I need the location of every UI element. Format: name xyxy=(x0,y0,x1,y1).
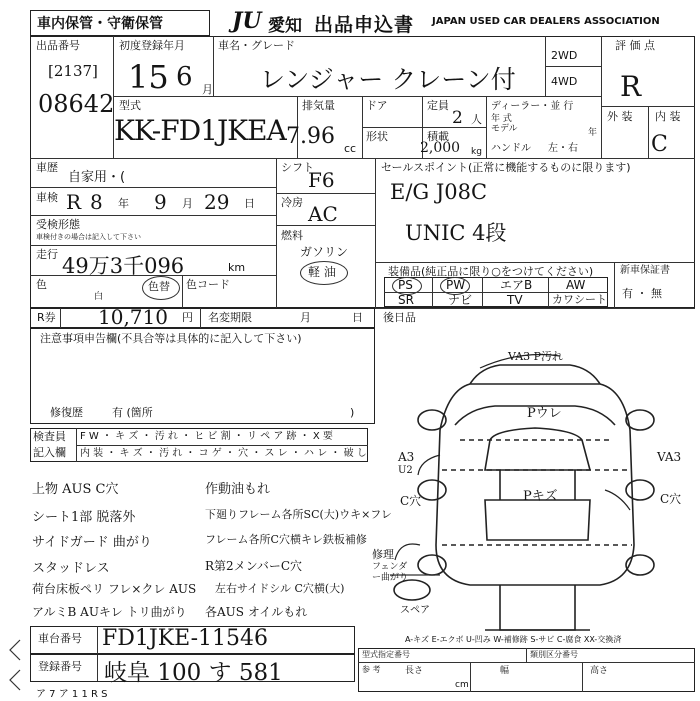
capacity-label: 定員 xyxy=(427,99,449,112)
fuel-label: 燃料 xyxy=(281,229,303,242)
capacity-value: 2 xyxy=(452,108,463,128)
first-reg-month: 6 xyxy=(176,62,193,92)
equipment-label: 装備品(純正品に限り○をつけてください) xyxy=(388,265,594,278)
mileage-unit: km xyxy=(228,261,246,274)
after-items-label: 後日品 xyxy=(383,311,416,324)
interior-label: 内 装 xyxy=(655,110,681,123)
dims-width: 幅 xyxy=(500,666,510,676)
name-change-day: 日 xyxy=(352,311,363,324)
rating-value: R xyxy=(620,70,642,103)
load-label: 積載 xyxy=(427,130,449,143)
handle-label: ハンドル xyxy=(491,143,531,154)
selling-line2: UNIC 4段 xyxy=(405,221,507,245)
inspection-day-unit: 日 xyxy=(244,197,255,210)
shift-value: F6 xyxy=(308,168,335,192)
lot-label: 出品番号 xyxy=(36,39,80,52)
class-number-label: 類別区分番号 xyxy=(530,650,578,659)
name-change-label: 名変期限 xyxy=(208,311,252,324)
first-reg-year: 15 xyxy=(128,58,169,96)
diag-note-7: VA3 xyxy=(657,450,682,464)
history-value: 自家用・( xyxy=(68,170,126,185)
history-label: 車歴 xyxy=(36,161,58,174)
diag-note-10: スペア xyxy=(400,605,430,616)
diag-note-4: U2 xyxy=(398,465,413,476)
note-2: サイドガード 曲がり xyxy=(32,535,152,550)
mileage-value: 49万3千096 xyxy=(62,254,185,278)
inspector-label-1: 検査員 xyxy=(33,430,66,443)
ju-logo: JU xyxy=(232,8,262,34)
repair-close: ) xyxy=(350,406,355,419)
storage-label: 車内保管・守衛保管 xyxy=(37,16,163,32)
note-3: スタッドレス xyxy=(32,561,110,576)
inspection-era: R xyxy=(66,190,82,214)
recycle-label: R券 xyxy=(37,311,56,324)
handle-options: 左・右 xyxy=(548,143,578,154)
drive-4wd: 4WD xyxy=(551,75,578,88)
diag-note-6: C穴 xyxy=(660,492,682,506)
inspection-form-sub: 車検付きの場合は記入して下さい xyxy=(36,233,141,241)
rating-label: 評 価 点 xyxy=(615,39,655,52)
name-label: 車名・グレード xyxy=(218,39,295,52)
color-code-label: 色コード xyxy=(186,278,230,291)
name-change-month: 月 xyxy=(300,311,311,324)
recycle-unit: 円 xyxy=(182,311,193,324)
lot-number: 08642 xyxy=(38,90,115,118)
notes-label: 注意事項申告欄(不具合等は具体的に記入して下さい) xyxy=(40,332,302,345)
doors-label: ドア xyxy=(366,99,388,112)
recycle-value: 10,710 xyxy=(98,305,168,329)
color-circle-text: 色替 xyxy=(148,280,170,293)
model-label: 型式 xyxy=(119,99,141,112)
model-value: KK-FD1JKEA xyxy=(114,114,286,147)
dims-height: 高さ xyxy=(590,666,609,676)
inspector-label-2: 記入欄 xyxy=(33,446,66,459)
note-0: 上物 AUS C穴 xyxy=(32,482,119,497)
lot-bracket: [2137] xyxy=(48,62,98,80)
form-title: 出品申込書 xyxy=(314,14,415,36)
logo-prefecture: 愛知 xyxy=(268,16,302,36)
diag-note-0: VA3 P汚れ xyxy=(508,350,564,363)
fuel-opt1: ガソリン xyxy=(300,245,349,259)
equip-tv: TV xyxy=(507,293,523,307)
note-6: 作動油もれ xyxy=(205,482,271,497)
note-5: アルミB AUキレ トリ曲がり xyxy=(32,605,187,619)
exterior-label: 外 装 xyxy=(607,110,633,123)
note-10: 左右サイドシル C穴横(大) xyxy=(215,582,345,595)
plate-label: 登録番号 xyxy=(38,660,82,673)
inspection-label: 車検 xyxy=(36,191,58,204)
inspection-year-unit: 年 xyxy=(118,197,129,210)
displacement-value: 7.96 xyxy=(286,124,335,149)
plate-value: 岐阜 100 す 581 xyxy=(104,660,283,686)
drive-2wd: 2WD xyxy=(551,49,578,62)
dealer-line2: 年 式 xyxy=(491,114,512,124)
inspector-row-1: F W ・ キ ズ ・ 汚 れ ・ ヒ ビ 割 ・ リ ペ ア 跡 ・ X 要 xyxy=(80,431,333,442)
inspection-form-label: 受検形態 xyxy=(36,218,80,231)
fuel-opt2: 軽 油 xyxy=(308,265,336,279)
selling-label: セールスポイント(正常に機能するものに限ります) xyxy=(381,161,631,174)
note-11: 各AUS オイルもれ xyxy=(205,605,308,619)
diag-note-2: Pキズ xyxy=(523,489,558,504)
diag-note-3: A3 xyxy=(398,450,415,464)
inspection-month: 9 xyxy=(154,190,167,214)
diag-note-8: 修理 xyxy=(372,548,394,561)
first-reg-month-unit: 月 xyxy=(202,83,213,96)
type-designation-label: 型式指定番号 xyxy=(362,650,410,659)
capacity-unit: 人 xyxy=(471,113,482,126)
inspector-row-2: 内 装 ・ キ ズ ・ 汚 れ ・ コ ゲ ・ 穴 ・ ス レ ・ ハ レ ・ 破 し xyxy=(80,448,367,459)
color-value: 白 xyxy=(94,292,104,302)
equip-pw: PW xyxy=(446,278,466,292)
equip-ps: PS xyxy=(398,278,413,292)
equip-leather: カワシート xyxy=(552,293,607,306)
inspection-month-unit: 月 xyxy=(182,197,193,210)
equip-airbag: エアB xyxy=(500,278,533,292)
interior-value: C xyxy=(651,132,668,157)
dims-cm: cm xyxy=(455,680,469,690)
warranty-value: 有 ・ 無 xyxy=(622,287,662,300)
inspection-day: 29 xyxy=(204,190,230,214)
load-value: 2,000 xyxy=(420,140,461,156)
note-9: R第2メンバーC穴 xyxy=(205,559,303,573)
damage-legend: A-キズ E-エクボ U-凹み W-補修跡 S-サビ C-腐食 XX-交換済 xyxy=(405,635,622,644)
dealer-line3: モデル xyxy=(491,124,518,134)
mileage-label: 走行 xyxy=(36,248,58,261)
color-label: 色 xyxy=(36,278,47,291)
repair-label: 修復歴 xyxy=(50,406,83,419)
note-4: 荷台床板ペリ フレ×クレ AUS xyxy=(32,582,197,596)
warranty-label: 新車保証書 xyxy=(620,265,670,276)
association-name: JAPAN USED CAR DEALERS ASSOCIATION xyxy=(432,16,660,27)
chassis-label: 車台番号 xyxy=(38,632,82,645)
displacement-label: 排気量 xyxy=(302,99,335,112)
repair-value: 有 (箇所 xyxy=(112,406,153,419)
diag-note-5: C穴 xyxy=(400,494,422,508)
equip-sr: SR xyxy=(398,293,414,307)
dealer-line4: 年 xyxy=(588,128,598,138)
diag-note-1: Pウレ xyxy=(527,406,562,421)
name-value: レンジャー クレーン付 xyxy=(260,65,516,94)
note-8: フレーム各所C穴横キレ鉄板補修 xyxy=(205,533,367,546)
load-unit: kg xyxy=(471,147,482,157)
selling-line1: E/G J08C xyxy=(390,180,488,204)
displacement-unit: cc xyxy=(344,142,357,155)
footer-text: ア 7 ア 1 1 R S xyxy=(36,689,108,700)
dealer-line1: ディーラー・並 行 xyxy=(491,101,574,112)
chassis-value: FD1JKE-11546 xyxy=(102,626,269,651)
dims-ref: 参 考 xyxy=(362,665,381,674)
aircon-label: 冷房 xyxy=(281,196,303,209)
shape-label: 形状 xyxy=(366,130,388,143)
inspection-year: 8 xyxy=(90,190,103,214)
note-7: 下廻りフレーム各所SC(大)ウキ×フレ xyxy=(205,508,392,521)
first-reg-label: 初度登録年月 xyxy=(119,39,185,52)
equip-aw: AW xyxy=(566,278,586,292)
equip-navi: ナビ xyxy=(448,293,473,307)
shift-label: シフト xyxy=(281,161,314,174)
aircon-value: AC xyxy=(308,202,338,226)
dims-length: 長さ xyxy=(405,666,424,676)
note-1: シート1部 脱落外 xyxy=(32,510,136,525)
diag-note-9: フェンダー曲がり xyxy=(372,562,409,583)
